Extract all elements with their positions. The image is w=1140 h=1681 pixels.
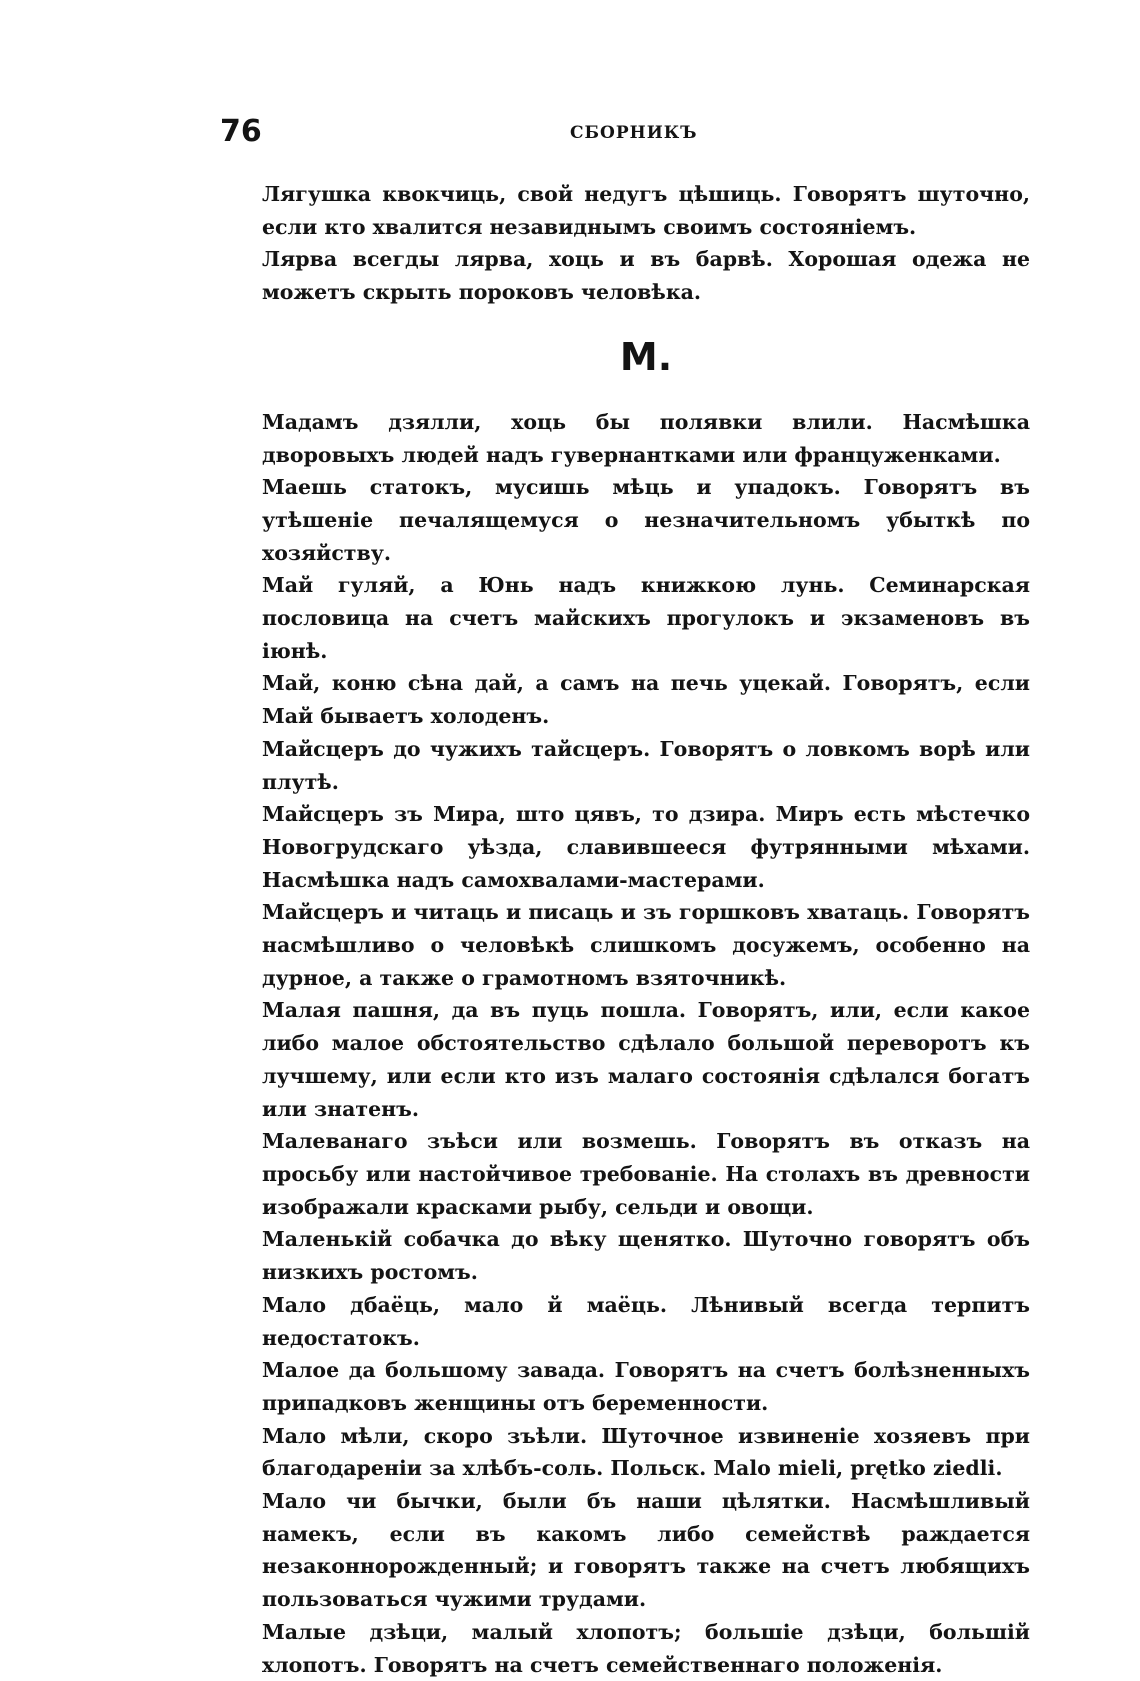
proverb-entry: Мало мѣли, скоро зъѣли. Шуточное извиненіе хозяевъ при благодареніи за хлѣбъ-соль. Польск. Malo mieli, prętko ziedli. xyxy=(262,1423,1030,1481)
section-letter-heading: М. xyxy=(619,334,673,379)
proverb-entry: Малеванаго зъѣси или возмешь. Говорятъ въ отказъ на просьбу или настойчивое требованіе. На столахъ въ древности изображали красками рыбу, сельди и овощи. xyxy=(262,1129,1030,1219)
entries-before-section xyxy=(262,178,1030,309)
proverb-entry: Маленькій собачка до вѣку щенятко. Шуточно говорятъ объ низкихъ ростомъ. xyxy=(262,1227,1030,1285)
proverb-entry: Малая пашня, да въ пуць пошла. Говорятъ, или, если какое либо малое обстоятельство сдѣлало большой переворотъ къ лучшему, или если кто изъ малаго состоянія сдѣлался богатъ или знатенъ. xyxy=(262,998,1030,1121)
page-number: 76 xyxy=(220,114,262,149)
entries-section-m xyxy=(262,406,1030,1681)
proverb-entry: Мадамъ дзялли, хоць бы полявки влили. Насмѣшка дворовыхъ людей надъ гувернантками или француженками. xyxy=(262,409,1030,467)
proverb-entry: Майсцеръ до чужихъ тайсцеръ. Говорятъ о ловкомъ ворѣ или плутѣ. xyxy=(262,736,1030,794)
proverb-entry: Лярва всегды лярва, хоць и въ барвѣ. Хорошая одежа не можетъ скрыть пороковъ человѣка. xyxy=(262,247,1030,305)
proverb-entry: Малое да большому завада. Говорятъ на счетъ болѣзненныхъ припадковъ женщины отъ беременности. xyxy=(262,1358,1030,1415)
proverb-entry: Майсцеръ и читаць и писаць и зъ горшковъ хватаць. Говорятъ насмѣшливо о человѣкѣ слишкомъ досужемъ, особенно на дурное, а также о грамотномъ взяточникѣ. xyxy=(262,900,1030,990)
proverb-entry: Майсцеръ зъ Мира, што цявъ, то дзира. Миръ есть мѣстечко Новогрудскаго уѣзда, славившееся футрянными мѣхами. Насмѣшка надъ самохвалами-мастерами. xyxy=(262,802,1030,892)
proverb-entry: Маешь статокъ, мусишь мѣць и упадокъ. Говорятъ въ утѣшеніе печалящемуся о незначительномъ убыткѣ по хозяйству. xyxy=(262,475,1030,565)
proverb-entry: Лягушка квокчиць, свой недугъ цѣшиць. Говорятъ шуточно, если кто хвалится незавиднымъ своимъ состояніемъ. xyxy=(262,182,1030,239)
proverb-entry: Мало чи бычки, были бъ наши цѣлятки. Насмѣшливый намекъ, если въ какомъ либо семействѣ раждается незаконнорожденный; и говорятъ также на счетъ любящихъ пользоваться чужими трудами. xyxy=(262,1489,1030,1612)
proverb-entry: Мало дбаёць, мало й маёць. Лѣнивый всегда терпитъ недостатокъ. xyxy=(262,1292,1030,1350)
page-header xyxy=(220,112,1035,152)
page-body xyxy=(262,178,1030,1681)
proverb-entry: Малые дзѣци, малый хлопотъ; большіе дзѣци, большій хлопотъ. Говорятъ на счетъ семейственнаго положенія. xyxy=(262,1619,1030,1677)
proverb-entry: Май, коню сѣна дай, а самъ на печь уцекай. Говорятъ, если Май бываетъ холоденъ. xyxy=(262,671,1030,729)
running-title: СБОРНИКЪ xyxy=(570,123,698,143)
proverb-entry: Май гуляй, а Юнь надъ книжкою лунь. Семинарская пословица на счетъ майскихъ прогулокъ и экзаменовъ въ іюнѣ. xyxy=(262,573,1030,663)
